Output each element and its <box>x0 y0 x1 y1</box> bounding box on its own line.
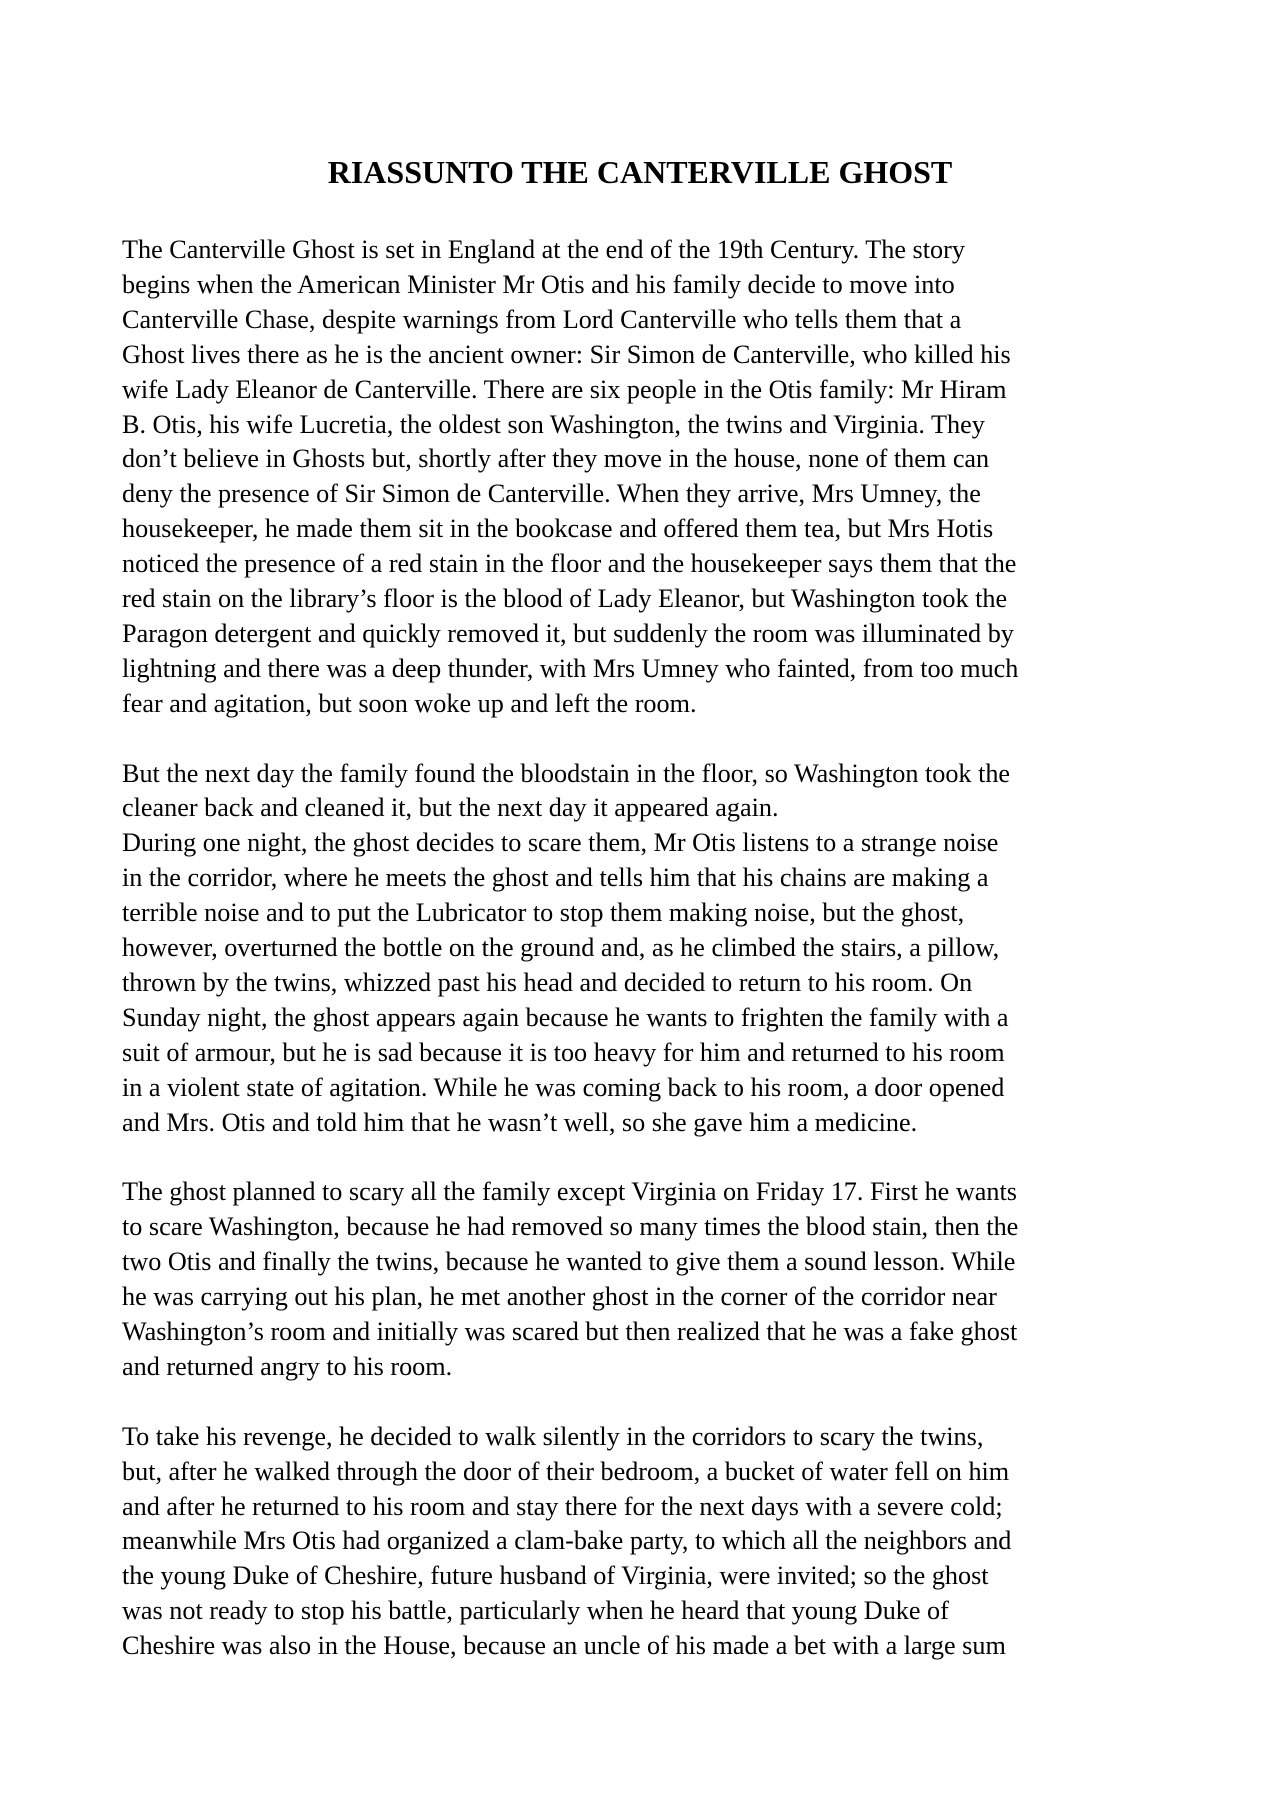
text-line: noticed the presence of a red stain in the floor and the housekeeper says them that the <box>122 549 1017 579</box>
text-line: deny the presence of Sir Simon de Canterville. When they arrive, Mrs Umney, the <box>122 479 981 509</box>
text-line: and returned angry to his room. <box>122 1351 453 1381</box>
text-line: however, overturned the bottle on the ground and, as he climbed the stairs, a pillow, <box>122 933 1000 963</box>
text-line: don’t believe in Ghosts but, shortly after they move in the house, none of them can <box>122 444 990 474</box>
text-line: To take his revenge, he decided to walk silently in the corridors to scary the twins, <box>122 1421 984 1451</box>
text-line: meanwhile Mrs Otis had organized a clam-bake party, to which all the neighbors and <box>122 1526 1012 1556</box>
text-line: Washington’s room and initially was scared but then realized that he was a fake ghost <box>122 1317 1018 1347</box>
text-line: thrown by the twins, whizzed past his head and decided to return to his room. On <box>122 968 973 998</box>
paragraph-spacer <box>122 1385 1162 1420</box>
document-title: RIASSUNTO THE CANTERVILLE GHOST <box>327 154 953 190</box>
paragraph-3 <box>122 1175 1162 1384</box>
text-line: fear and agitation, but soon woke up and left the room. <box>122 688 697 718</box>
text-line: Cheshire was also in the House, because an uncle of his made a bet with a large sum <box>122 1631 1006 1661</box>
text-line: was not ready to stop his battle, particularly when he heard that young Duke of <box>122 1596 949 1626</box>
text-line: B. Otis, his wife Lucretia, the oldest son Washington, the twins and Virginia. They <box>122 409 985 439</box>
text-line: red stain on the library’s floor is the blood of Lady Eleanor, but Washington took the <box>122 584 1008 614</box>
text-line: The Canterville Ghost is set in England at the end of the 19th Century. The story <box>122 235 965 264</box>
text-line: but, after he walked through the door of their bedroom, a bucket of water fell on him <box>122 1456 1010 1486</box>
text-line: lightning and there was a deep thunder, with Mrs Umney who fainted, from too much <box>122 653 1019 683</box>
text-line: Canterville Chase, despite warnings from Lord Canterville who tells them that a <box>122 304 962 334</box>
text-line: Sunday night, the ghost appears again because he wants to frighten the family with a <box>122 1002 1009 1032</box>
paragraph-spacer <box>122 1141 1162 1176</box>
text-line: Paragon detergent and quickly removed it, but suddenly the room was illuminated by <box>122 618 1014 648</box>
text-line: Ghost lives there as he is the ancient owner: Sir Simon de Canterville, who killed his <box>122 339 1011 369</box>
text-line: two Otis and finally the twins, because he wanted to give them a sound lesson. While <box>122 1247 1016 1277</box>
text-line: and Mrs. Otis and told him that he wasn’t well, so she gave him a medicine. <box>122 1107 918 1137</box>
text-line: terrible noise and to put the Lubricator to stop them making noise, but the ghost, <box>122 898 965 928</box>
text-line: But the next day the family found the bloodstain in the floor, so Washington took the <box>122 758 1011 788</box>
paragraph-spacer <box>122 722 1162 757</box>
text-line: he was carrying out his plan, he met another ghost in the corner of the corridor near <box>122 1282 997 1312</box>
text-line: During one night, the ghost decides to scare them, Mr Otis listens to a strange noise <box>122 828 999 858</box>
text-line: The ghost planned to scary all the family except Virginia on Friday 17. First he wants <box>122 1177 1017 1207</box>
text-line: in the corridor, where he meets the ghost and tells him that his chains are making a <box>122 863 989 893</box>
paragraph-2 <box>122 757 1162 1141</box>
text-line: cleaner back and cleaned it, but the next day it appeared again. <box>122 793 779 823</box>
paragraph-4 <box>122 1420 1162 1664</box>
document-body <box>122 233 1162 1664</box>
paragraph-1 <box>122 233 1162 722</box>
text-line: begins when the American Minister Mr Otis and his family decide to move into <box>122 269 955 299</box>
text-line: the young Duke of Cheshire, future husband of Virginia, were invited; so the ghost <box>122 1561 989 1591</box>
text-line: in a violent state of agitation. While he was coming back to his room, a door opened <box>122 1072 1005 1102</box>
text-line: and after he returned to his room and stay there for the next days with a severe cold; <box>122 1491 1003 1521</box>
text-line: housekeeper, he made them sit in the bookcase and offered them tea, but Mrs Hotis <box>122 514 994 544</box>
text-line: to scare Washington, because he had removed so many times the blood stain, then the <box>122 1212 1019 1242</box>
text-line: suit of armour, but he is sad because it is too heavy for him and returned to his room <box>122 1037 1005 1067</box>
text-line: wife Lady Eleanor de Canterville. There are six people in the Otis family: Mr Hiram <box>122 374 1007 404</box>
